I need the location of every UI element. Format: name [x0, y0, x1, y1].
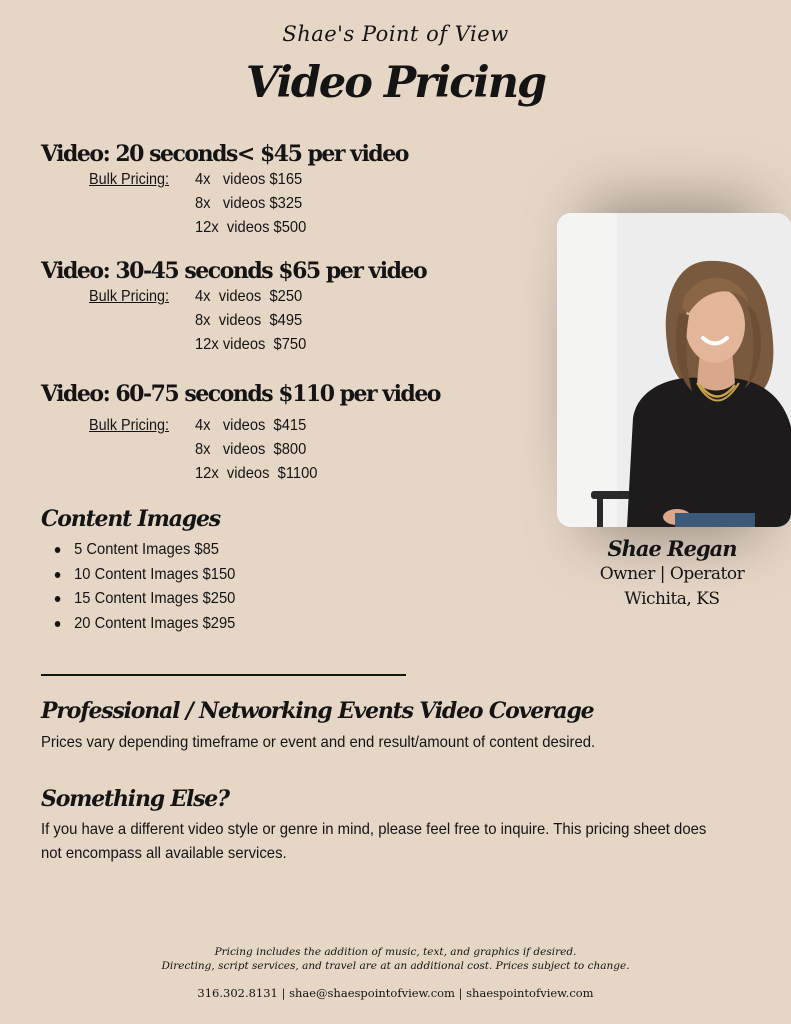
bulk-pricing-label: Bulk Pricing:	[89, 171, 170, 188]
website-link[interactable]: shaespointofview.com	[466, 986, 594, 1000]
events-heading: Professional / Networking Events Video Coverage	[41, 698, 594, 724]
bulk-row: 4x videos $250	[195, 288, 303, 305]
profile-photo	[557, 213, 791, 527]
content-images-list	[41, 538, 252, 636]
bulk-pricing	[41, 168, 521, 240]
brand-script-title: Shae's Point of View	[282, 22, 509, 46]
something-else-heading: Something Else?	[41, 786, 229, 812]
tier-heading: Video: 60-75 seconds $110 per video	[41, 381, 440, 407]
bulk-row: 4x videos $415	[195, 417, 307, 434]
profile-name: Shae Regan	[607, 536, 737, 561]
pricing-tier-20s	[41, 140, 521, 240]
bulk-pricing-label: Bulk Pricing:	[89, 288, 170, 305]
profile-location: Wichita, KS	[624, 589, 720, 609]
footer-note-1: Pricing includes the addition of music, text, and graphics if desired.	[214, 946, 577, 958]
tier-heading: Video: 20 seconds< $45 per video	[41, 141, 408, 167]
bulk-row: 8x videos $495	[195, 312, 303, 329]
list-item: 15 Content Images $250	[41, 587, 235, 612]
list-item: 20 Content Images $295	[41, 612, 235, 637]
bulk-row: 12x videos $1100	[195, 465, 318, 482]
email-link[interactable]: shae@shaespointofview.com	[289, 986, 455, 1000]
footer-note-2: Directing, script services, and travel are at an additional cost. Prices subject to change.	[161, 960, 630, 972]
bulk-row: 8x videos $800	[195, 441, 307, 458]
phone-number[interactable]: 316.302.8131	[197, 986, 278, 1000]
page-title: Video Pricing	[245, 58, 546, 108]
bulk-row: 4x videos $165	[195, 171, 303, 188]
separator: |	[281, 986, 286, 1000]
pricing-tier-30-45s	[41, 257, 521, 357]
content-images-heading: Content Images	[41, 506, 220, 532]
separator: |	[458, 986, 463, 1000]
profile-role: Owner | Operator	[599, 564, 745, 584]
tier-heading: Video: 30-45 seconds $65 per video	[41, 258, 427, 284]
bulk-pricing-label: Bulk Pricing:	[89, 417, 170, 434]
list-item: 10 Content Images $150	[41, 563, 235, 588]
bulk-row: 12x videos $500	[195, 219, 307, 236]
list-item: 5 Content Images $85	[41, 538, 235, 563]
bulk-pricing-rows	[195, 285, 316, 357]
events-description: Prices vary depending timeframe or event and end result/amount of content desired.	[41, 734, 596, 751]
bulk-row: 12x videos $750	[195, 336, 307, 353]
something-else-description: If you have a different video style or genre in mind, please feel free to inquire. This pricing sheet does not encompass all available services.	[41, 821, 707, 862]
bulk-row: 8x videos $325	[195, 195, 303, 212]
section-divider	[41, 674, 406, 676]
bulk-pricing	[41, 414, 521, 486]
pricing-tier-60-75s	[41, 380, 521, 486]
bulk-pricing	[41, 285, 521, 357]
bulk-pricing-rows	[195, 168, 316, 240]
bulk-pricing-rows	[195, 414, 328, 486]
portrait-illustration	[557, 213, 791, 527]
contact-line	[0, 986, 791, 1000]
